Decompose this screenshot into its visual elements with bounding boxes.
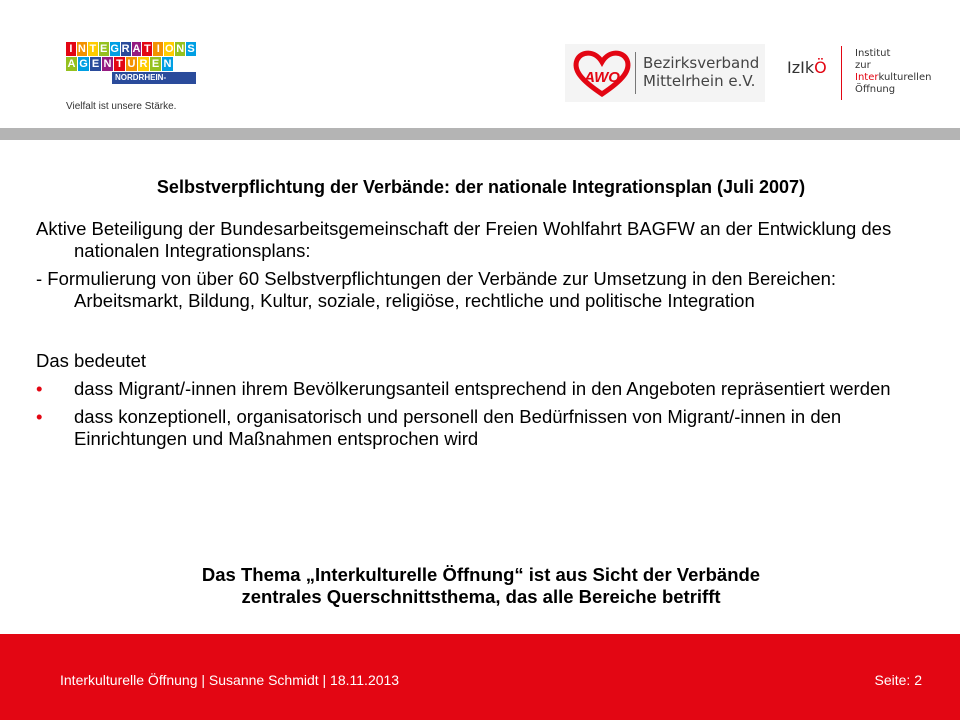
summary-statement [36, 564, 926, 608]
logo-letter: U [127, 58, 136, 70]
logo-letter: R [139, 58, 148, 70]
logo-letters-line2 [66, 57, 196, 71]
izik-line3 [855, 72, 931, 84]
logo-sub: NORDRHEIN-WESTFALEN [112, 72, 196, 84]
logo-letter: I [66, 42, 76, 56]
paragraph-2: - Formulierung von über 60 Selbstverpflichtungen der Verbände zur Umsetzung in den Bereichen: Arbeitsmarkt, Bildung, Kultur, soziale, religiöse, rechtliche und politische Integration [36, 268, 837, 311]
izik-mark [787, 58, 827, 77]
izik-divider [841, 46, 842, 100]
logo-letter: R [121, 43, 130, 55]
integrationsagenturen-logo [66, 42, 196, 116]
izik-line1: Institut [855, 48, 891, 59]
logo-letter: A [132, 43, 141, 55]
izik-name [855, 48, 931, 96]
logo-letter: O [164, 43, 174, 55]
izik-mark-b: Ö [814, 58, 827, 77]
summary-line-2: zentrales Querschnittsthema, das alle Bereiche betrifft [241, 586, 721, 607]
logo-letter: N [176, 43, 185, 55]
awo-mark: AWO [584, 69, 620, 86]
summary-line-1: Das Thema „Interkulturelle Öffnung“ ist aus Sicht der Verbände [201, 564, 761, 585]
logo-letter: A [67, 58, 76, 70]
awo-heart-icon [571, 48, 633, 98]
page-number: Seite: 2 [874, 672, 922, 688]
logo-letters-line1 [66, 42, 196, 56]
awo-line1: Bezirksverband [643, 54, 760, 72]
bullet-text-2: dass konzeptionell, organisatorisch und personell den Bedürfnissen von Migrant/-innen in den Einrichtungen und Maßnahmen entsprochen wird [74, 406, 842, 449]
bullet-item-2 [36, 406, 926, 450]
slide-title: Selbstverpflichtung der Verbände: der nationale Integrationsplan (Juli 2007) [156, 177, 806, 197]
logo-letter: N [103, 58, 112, 70]
izik-mark-a: IzIk [787, 58, 815, 77]
izik-line3a: Inter [855, 72, 879, 83]
logo-letter: N [163, 58, 172, 70]
logo-letter: N [77, 43, 86, 55]
awo-logo [565, 44, 765, 102]
logo-letter: E [100, 43, 108, 55]
izik-line4: Öffnung [855, 84, 896, 95]
izik-line3b: kulturellen [878, 72, 932, 83]
logo-letter: T [144, 43, 151, 55]
bullet-item-1 [36, 378, 926, 400]
footer-bar [0, 634, 960, 720]
awo-name [643, 54, 759, 90]
izik-line2: zur [855, 60, 871, 71]
logo-letter: E [151, 58, 160, 70]
bullet-icon: • [36, 406, 43, 427]
logo-letter: I [153, 42, 163, 56]
logo-letter: G [110, 43, 119, 55]
footer-info: Interkulturelle Öffnung | Susanne Schmidt | 18.11.2013 [60, 672, 400, 688]
logo-letter: S [187, 43, 195, 55]
header-divider-band [0, 128, 960, 140]
slide-body [36, 218, 926, 450]
awo-divider [635, 52, 636, 94]
bullet-text-1: dass Migrant/-innen ihrem Bevölkerungsanteil entsprechend in den Angeboten repräsentiert werden [74, 378, 891, 399]
intro-text: Das bedeutet [36, 350, 147, 371]
awo-line2: Mittelrhein e.V. [643, 72, 756, 90]
logo-letter: T [114, 57, 125, 71]
bullet-icon: • [36, 378, 43, 399]
logo-letter: T [89, 43, 97, 55]
partner-logos [565, 44, 935, 102]
logo-letter: G [79, 58, 88, 70]
logo-tagline: Vielfalt ist unsere Stärke. [66, 101, 177, 112]
logo-letter: E [91, 58, 100, 70]
paragraph-1: Aktive Beteiligung der Bundesarbeitsgemeinschaft der Freien Wohlfahrt BAGFW an der Entwicklung des nationalen Integrationsplans: [36, 218, 892, 261]
